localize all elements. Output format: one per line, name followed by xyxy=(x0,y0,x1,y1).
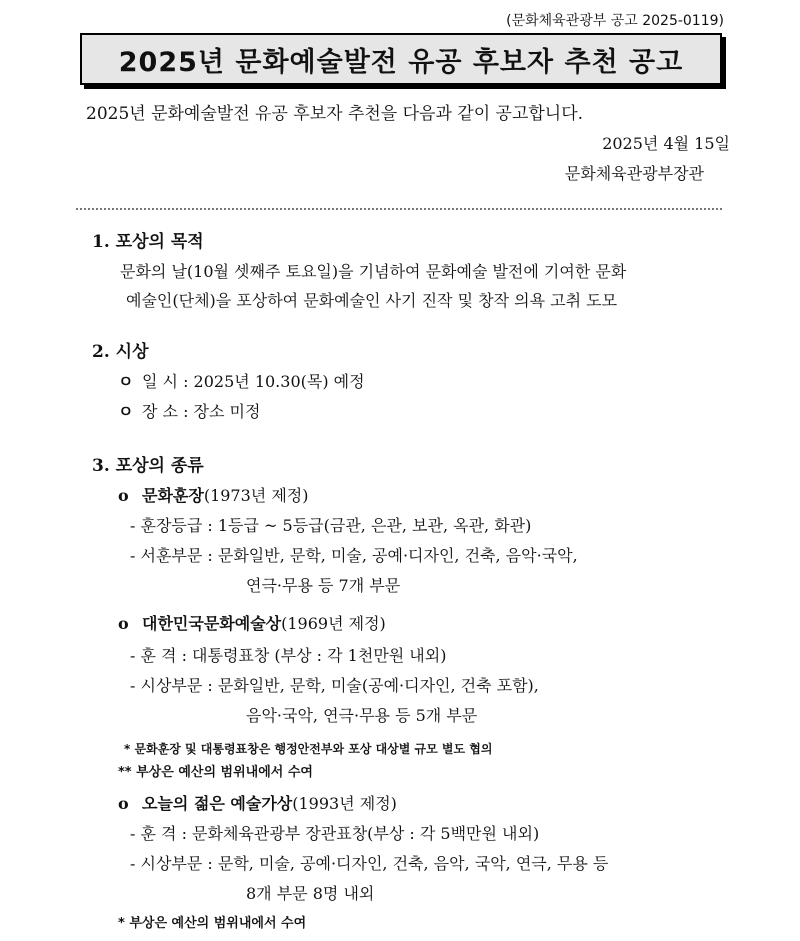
award-1-established: (1973년 제정) xyxy=(203,486,309,505)
announcement-date: 2025년 4월 15일 xyxy=(602,134,730,153)
section-1-line-1: 문화의 날(10월 셋째주 토요일)을 기념하여 문화예술 발전에 기여한 문화 xyxy=(120,262,627,281)
award-2-line-1: - 훈 격 : 대통령표창 (부상 : 각 1천만원 내외) xyxy=(130,646,447,665)
bullet-marker: o xyxy=(118,614,129,633)
award-2-note-1: * 문화훈장 및 대통령표창은 행정안전부와 포상 대상별 규모 별도 협의 xyxy=(124,742,493,756)
award-2-note-2: ** 부상은 예산의 범위내에서 수여 xyxy=(118,765,313,780)
award-2-established: (1969년 제정) xyxy=(281,614,386,633)
bullet-marker: o xyxy=(118,486,129,505)
bullet-marker: o xyxy=(118,794,129,813)
title-box xyxy=(80,33,722,85)
section-2-item-1 xyxy=(118,369,365,392)
award-2-title xyxy=(118,611,386,634)
ceremony-date: 일 시 : 2025년 10.30(목) 예정 xyxy=(142,372,365,391)
award-2-name: 대한민국문화예술상 xyxy=(142,614,282,633)
award-3-line-3: 8개 부문 8명 내외 xyxy=(246,884,375,903)
bullet-marker: ㅇ xyxy=(118,402,134,421)
award-1-line-2: - 서훈부문 : 문화일반, 문학, 미술, 공예·디자인, 건축, 음악·국악, xyxy=(130,546,578,565)
section-1-heading: 1. 포상의 목적 xyxy=(92,232,204,252)
issuer: 문화체육관광부장관 xyxy=(564,164,704,183)
dotted-divider xyxy=(76,208,722,210)
section-2-item-2 xyxy=(118,399,260,422)
award-2-line-3: 음악·국악, 연극·무용 등 5개 부문 xyxy=(246,706,478,725)
intro-text: 2025년 문화예술발전 유공 후보자 추천을 다음과 같이 공고합니다. xyxy=(86,104,584,124)
award-3-line-2: - 시상부문 : 문학, 미술, 공예·디자인, 건축, 음악, 국악, 연극, 무용 등 xyxy=(130,854,609,873)
award-3-name: 오늘의 젊은 예술가상 xyxy=(142,794,293,813)
page-title: 2025년 문화예술발전 유공 후보자 추천 공고 xyxy=(118,46,684,78)
award-1-line-3: 연극·무용 등 7개 부문 xyxy=(246,576,401,595)
section-2-heading: 2. 시상 xyxy=(92,342,149,362)
award-3-title xyxy=(118,791,397,814)
bullet-marker: ㅇ xyxy=(118,372,134,391)
section-1-line-2: 예술인(단체)을 포상하여 문화예술인 사기 진작 및 창작 의욕 고취 도모 xyxy=(126,291,618,310)
award-1-title xyxy=(118,483,309,506)
award-3-note-1: * 부상은 예산의 범위내에서 수여 xyxy=(118,916,307,931)
document-number: (문화체육관광부 공고 2025-0119) xyxy=(506,13,724,29)
award-3-line-1: - 훈 격 : 문화체육관광부 장관표창(부상 : 각 5백만원 내외) xyxy=(130,824,540,843)
award-3-established: (1993년 제정) xyxy=(292,794,397,813)
award-1-line-1: - 훈장등급 : 1등급 ~ 5등급(금관, 은관, 보관, 옥관, 화관) xyxy=(130,516,532,535)
award-2-line-2: - 시상부문 : 문화일반, 문학, 미술(공예·디자인, 건축 포함), xyxy=(130,676,539,695)
ceremony-place: 장 소 : 장소 미정 xyxy=(142,402,261,421)
section-3-heading: 3. 포상의 종류 xyxy=(92,456,204,476)
award-1-name: 문화훈장 xyxy=(142,486,204,505)
